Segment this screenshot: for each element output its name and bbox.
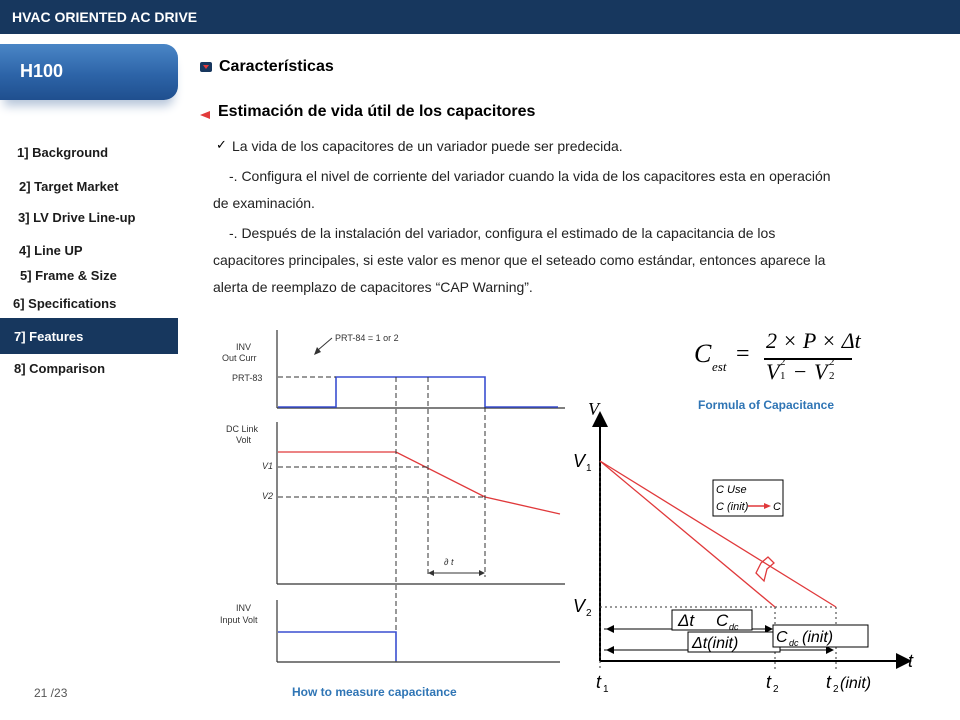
formula-lhs-sub: est: [712, 359, 727, 374]
delta-t-label: Δt: [678, 611, 695, 630]
svg-text:1: 1: [586, 463, 592, 474]
timing-caption: How to measure capacitance: [292, 685, 457, 699]
timing-v2-label: V2: [262, 491, 274, 501]
inv-out-curr-label-2: Out Curr: [222, 353, 257, 363]
hollow-arrow-icon: [756, 557, 774, 581]
legend-c-init: C (init): [716, 501, 749, 513]
t1-label: t: [596, 672, 602, 692]
cdc-init-suffix: (init): [802, 629, 834, 646]
v1-label: V: [573, 451, 586, 471]
nav-item-line-up[interactable]: 4] Line UP: [19, 243, 83, 258]
formula-equals: =: [736, 341, 750, 367]
top-banner: [0, 0, 960, 34]
inv-input-label-1: INV: [236, 603, 252, 613]
app-title: HVAC ORIENTED AC DRIVE: [12, 9, 198, 25]
nav-item-comparison[interactable]: 8] Comparison: [14, 361, 106, 376]
svg-text:2: 2: [773, 684, 779, 695]
formula-lhs: C: [694, 339, 712, 368]
formula-den-v2: V: [814, 359, 828, 384]
formula-numerator: 2 × P × Δt: [766, 328, 861, 353]
checkmark-icon: ✓: [216, 137, 227, 152]
nav-item-specifications[interactable]: 6] Specifications: [13, 296, 117, 311]
nav-item-target-market[interactable]: 2] Target Market: [19, 179, 119, 194]
paragraph-3-line-2: capacitores principales, si este valor es menor que el seteado como estándar, entonces aparece la: [213, 252, 826, 268]
cdc-label: C: [716, 611, 729, 630]
inv-out-curr-label-1: INV: [236, 342, 252, 352]
prt84-label: PRT-84 = 1 or 2: [335, 333, 399, 343]
product-badge: [0, 44, 178, 100]
subsection-title: Estimación de vida útil de los capacitores: [218, 103, 536, 120]
arrow-bullet-icon: [200, 111, 210, 119]
svg-text:2: 2: [586, 608, 592, 619]
legend-c-use: C Use: [716, 484, 747, 496]
svg-text:2: 2: [833, 684, 839, 695]
section-title: Características: [219, 58, 334, 75]
formula-den-v1: V: [766, 359, 780, 384]
t2-label: t: [766, 672, 772, 692]
dc-link-label-2: Volt: [236, 435, 252, 445]
svg-text:1: 1: [603, 684, 609, 695]
cdc-init-label: C: [776, 629, 788, 646]
svg-text:dc: dc: [729, 622, 739, 632]
nav-item-lv-drive-lineup[interactable]: 3] LV Drive Line-up: [18, 210, 136, 225]
t-axis-label: t: [908, 651, 914, 671]
prt83-label: PRT-83: [232, 373, 263, 383]
nav-item-frame-size[interactable]: 5] Frame & Size: [20, 268, 117, 283]
paragraph-1: La vida de los capacitores de un variador puede ser predecida.: [232, 138, 623, 154]
paragraph-3-line-3: alerta de reemplazo de capacitores “CAP Warning”.: [213, 279, 533, 295]
section-bullet-icon: [200, 62, 212, 72]
v-axis-label: V: [588, 399, 599, 419]
v2-label: V: [573, 596, 586, 616]
discharge-graph: [568, 395, 958, 700]
nav-item-features[interactable]: [0, 318, 178, 354]
page-number: 21 /23: [34, 686, 68, 700]
paragraph-2-line-2: de examinación.: [213, 195, 315, 211]
delta-t-init-label: Δt(init): [692, 635, 739, 652]
paragraph-3-line-1: -. Después de la instalación del variador, configura el estimado de la capacitancia de los: [229, 225, 776, 241]
capacitance-formula: C est = 2 × P × Δt V 1 2 − V 2 2: [694, 328, 861, 384]
inv-input-label-2: Input Volt: [220, 615, 258, 625]
paragraph-2-line-1: -. Configura el nivel de corriente del variador cuando la vida de los capacitores esta en operación: [229, 168, 831, 184]
svg-text:dc: dc: [789, 638, 799, 648]
product-name: H100: [20, 61, 64, 81]
timing-dt-label: ∂ t: [444, 557, 454, 567]
t2-init-label: t: [826, 672, 832, 692]
dc-link-label-1: DC Link: [226, 424, 259, 434]
t2-init-suffix: (init): [840, 675, 872, 692]
formula-caption: Formula of Capacitance: [698, 398, 835, 412]
legend-c: C: [773, 501, 781, 513]
timing-diagram: [200, 322, 580, 667]
timing-v1-label: V1: [262, 461, 274, 471]
nav-item-features-label: 7] Features: [14, 329, 84, 344]
nav-item-background[interactable]: 1] Background: [17, 145, 109, 160]
